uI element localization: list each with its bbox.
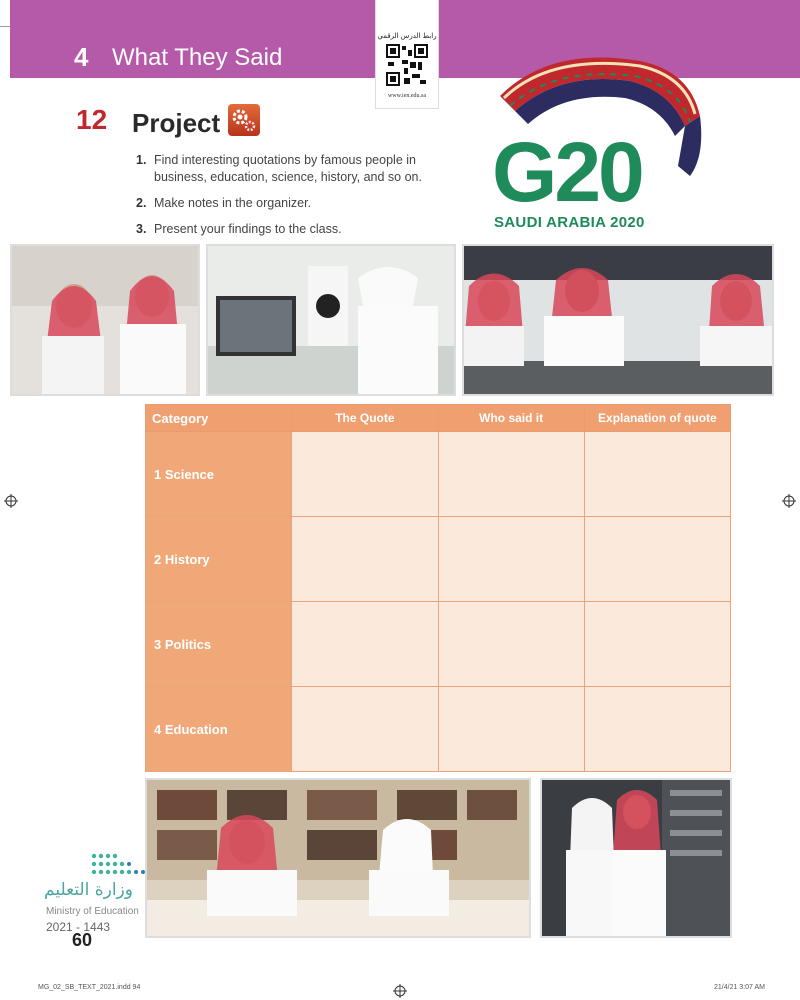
table-row — [146, 432, 731, 517]
row-category: 3 Politics — [146, 602, 292, 687]
qr-label: رابط الدرس الرقمي — [377, 32, 437, 40]
explanation-cell[interactable] — [584, 432, 730, 517]
step-text: Present your findings to the class. — [154, 222, 342, 236]
registration-mark-icon — [393, 984, 407, 998]
quote-cell[interactable] — [292, 432, 438, 517]
project-number: 12 — [76, 104, 108, 135]
author-cell[interactable] — [438, 432, 584, 517]
quote-cell[interactable] — [292, 517, 438, 602]
quote-cell[interactable] — [292, 687, 438, 772]
page-number: 60 — [72, 930, 93, 950]
ministry-name-english: Ministry of Education — [46, 906, 139, 917]
step-text: Find interesting quotations by famous people in business, education, science, history, and so on. — [154, 153, 422, 184]
footer-date: 21/4/21 3:07 AM — [714, 984, 765, 991]
step-item — [136, 221, 436, 238]
photo-laboratory — [206, 244, 456, 396]
header-explanation: Explanation of quote — [584, 405, 730, 432]
g20-logo-text: G20 — [492, 125, 642, 219]
notes-organizer-table — [145, 404, 731, 772]
step-text: Make notes in the organizer. — [154, 196, 312, 210]
explanation-cell[interactable] — [584, 602, 730, 687]
header-category: Category — [146, 405, 292, 432]
project-steps — [136, 152, 436, 247]
unit-title: What They Said — [112, 44, 283, 71]
explanation-cell[interactable] — [584, 687, 730, 772]
explanation-cell[interactable] — [584, 517, 730, 602]
author-cell[interactable] — [438, 687, 584, 772]
step-item — [136, 152, 436, 186]
photo-library — [145, 778, 531, 938]
project-title: Project — [132, 108, 221, 138]
step-number: 2. — [136, 196, 147, 210]
header-rule — [0, 26, 10, 27]
quote-cell[interactable] — [292, 602, 438, 687]
table-row — [146, 687, 731, 772]
table-header-row — [146, 405, 731, 432]
g20-subtitle: SAUDI ARABIA 2020 — [494, 214, 645, 231]
qr-code-icon[interactable] — [386, 44, 428, 86]
step-number: 1. — [136, 153, 147, 167]
gears-icon — [228, 104, 260, 136]
author-cell[interactable] — [438, 517, 584, 602]
table-row — [146, 517, 731, 602]
unit-number: 4 — [74, 42, 89, 72]
header-the-quote: The Quote — [292, 405, 438, 432]
row-category: 2 History — [146, 517, 292, 602]
row-category: 1 Science — [146, 432, 292, 517]
photo-server-room — [540, 778, 732, 938]
header-who-said-it: Who said it — [438, 405, 584, 432]
step-item — [136, 195, 436, 212]
qr-code-panel[interactable] — [375, 0, 439, 109]
step-number: 3. — [136, 222, 147, 236]
table-row — [146, 602, 731, 687]
qr-url[interactable]: www.ien.edu.sa — [387, 93, 427, 99]
photo-meeting — [462, 244, 774, 396]
ministry-name-arabic: وزارة التعليم — [44, 880, 133, 900]
ministry-dots-emblem — [88, 850, 180, 882]
footer-file-name: MG_02_SB_TEXT_2021.indd 94 — [38, 984, 141, 991]
ministry-year: 2021 - 1443 — [46, 920, 111, 934]
row-category: 4 Education — [146, 687, 292, 772]
registration-mark-icon — [4, 494, 18, 508]
photo-doctors — [10, 244, 200, 396]
author-cell[interactable] — [438, 602, 584, 687]
registration-mark-icon — [782, 494, 796, 508]
